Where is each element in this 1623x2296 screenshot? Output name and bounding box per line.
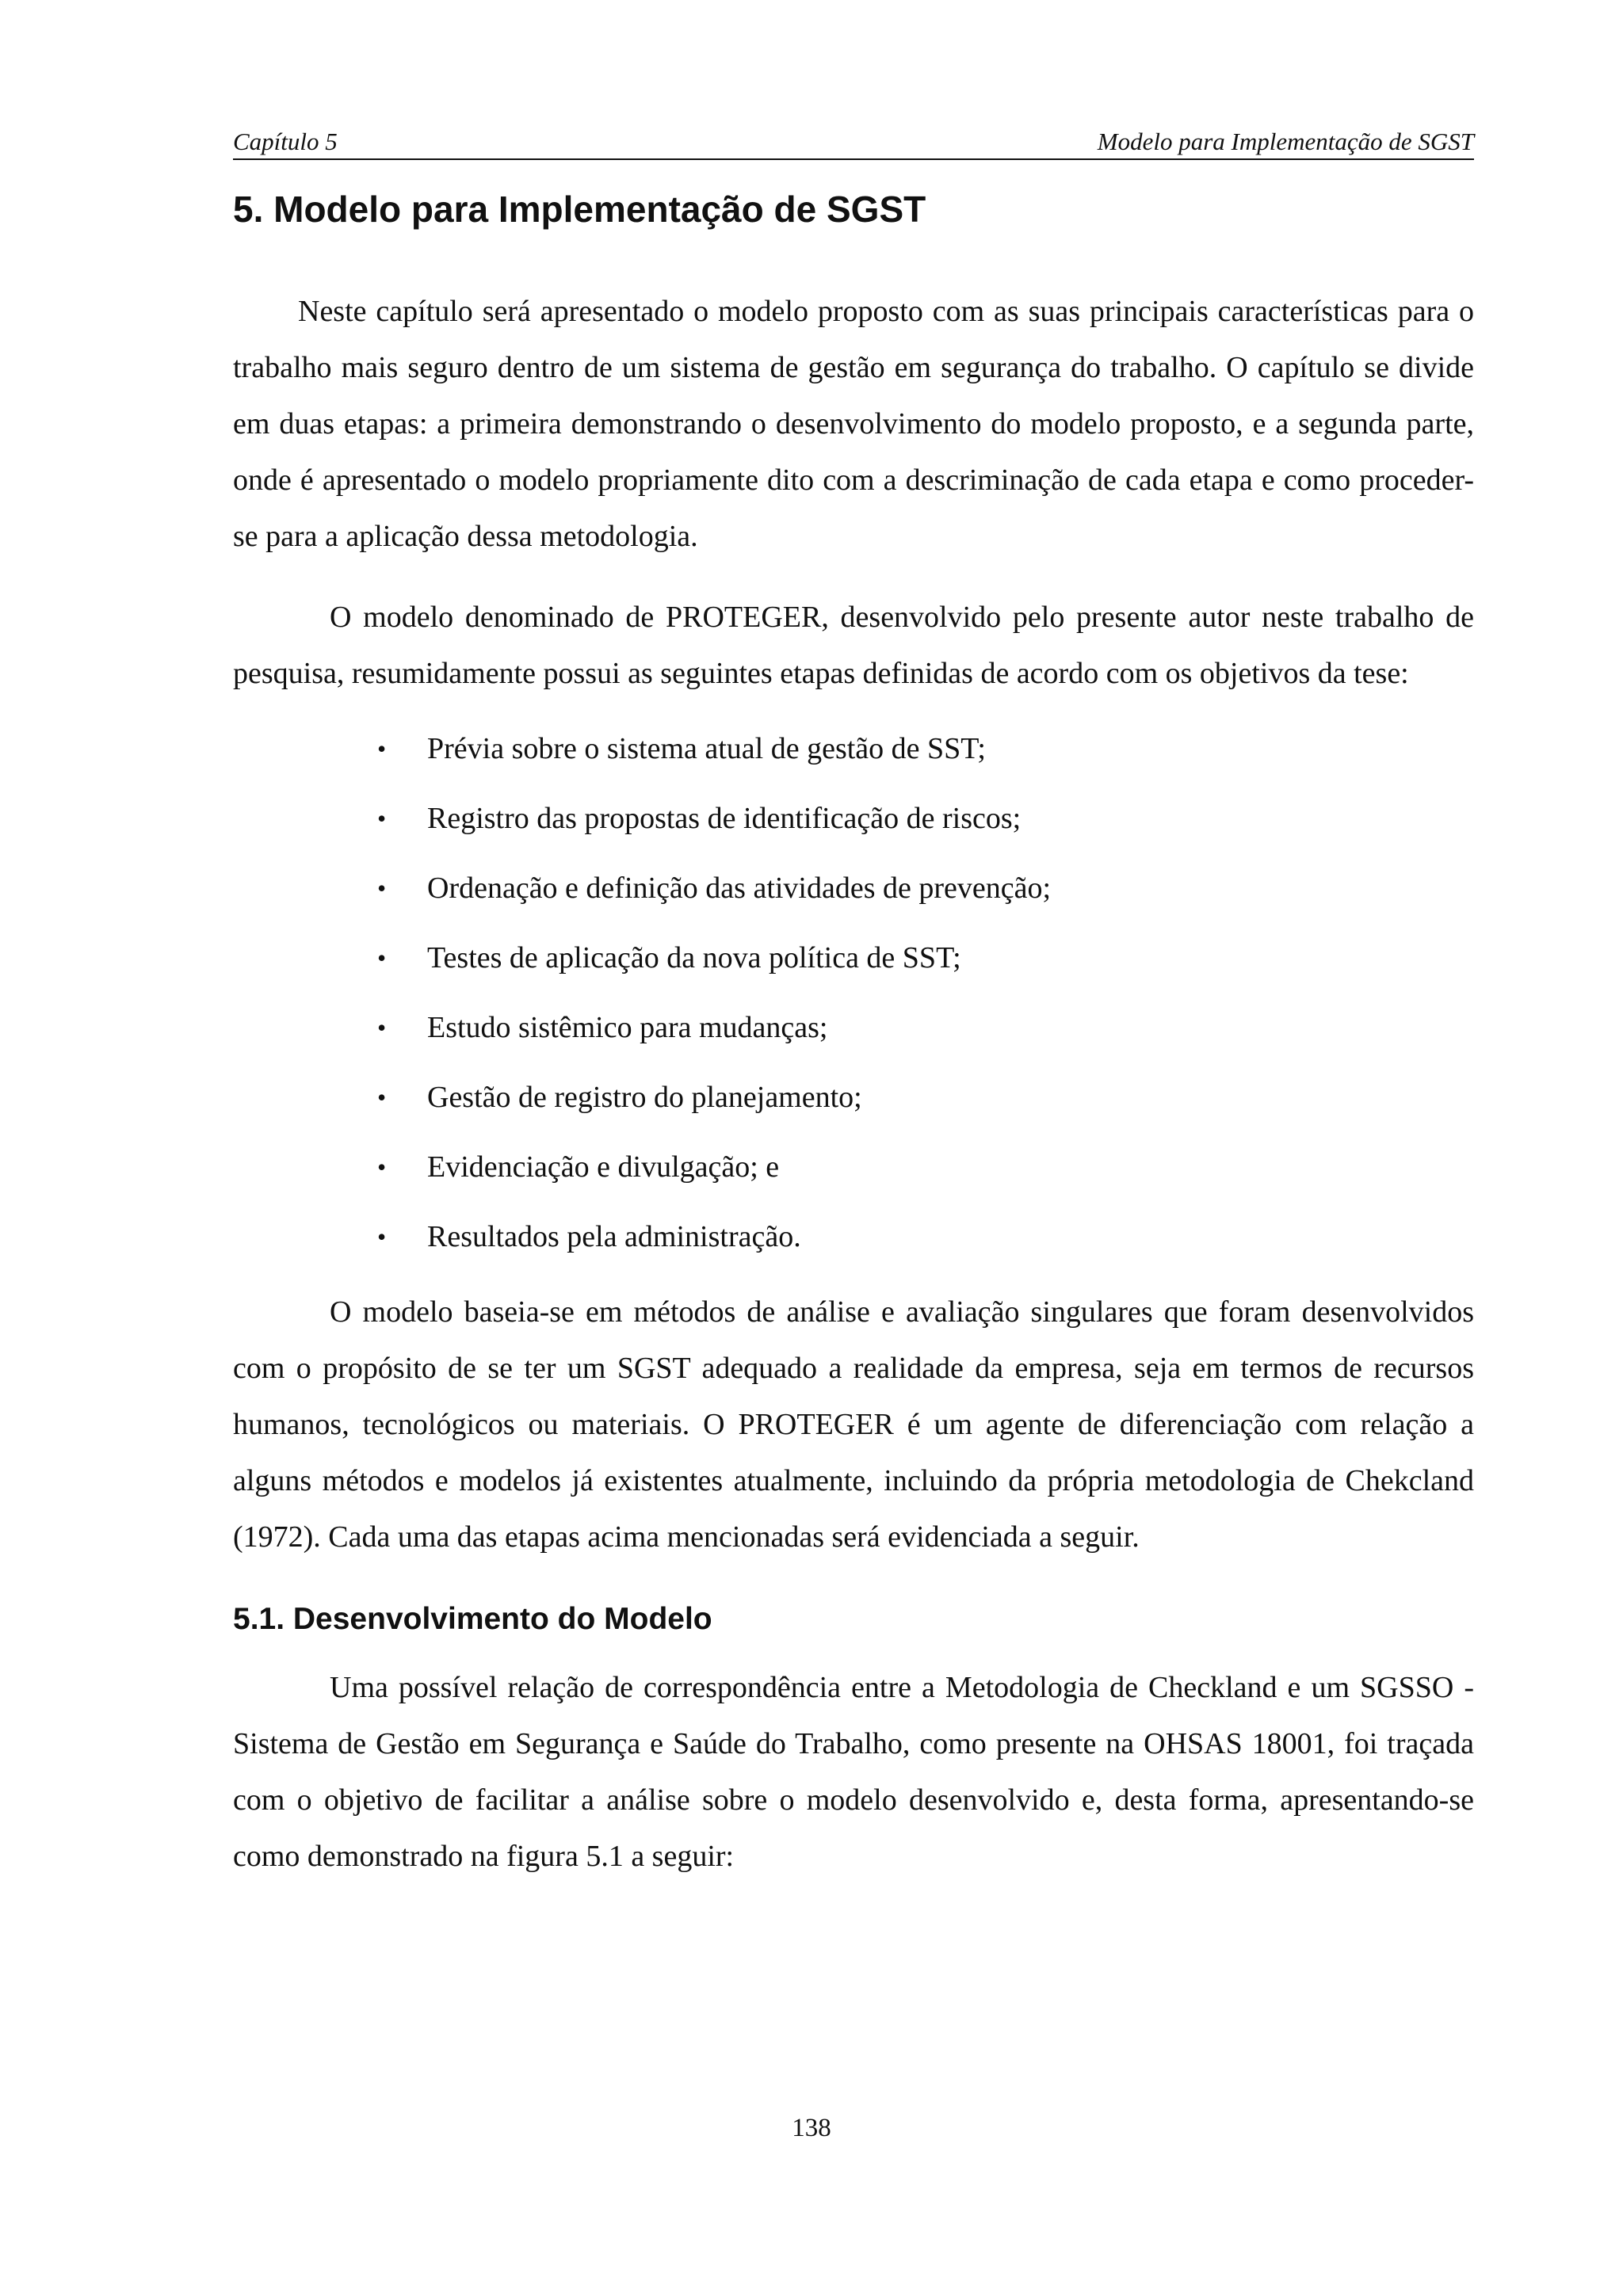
list-item-text: Gestão de registro do planejamento;: [427, 1081, 862, 1114]
bullet-icon: •: [377, 804, 387, 833]
page-number: 138: [792, 2114, 831, 2142]
list-item: [233, 1062, 1474, 1132]
header-chapter-label: Capítulo 5: [233, 128, 338, 155]
list-item-text: Prévia sobre o sistema atual de gestão de SST;: [427, 732, 986, 765]
list-item: [233, 923, 1474, 993]
bullet-icon: •: [377, 1083, 387, 1112]
model-basis-paragraph: O modelo baseia-se em métodos de análise e avaliação singulares que foram desenvolvidos com o propósito de se ter um SGST adequado a realidade da empresa, seja em termos de recursos humanos, tecnológicos ou materiais. O PROTEGER é um agente de diferenciação com relação a alguns métodos e modelos já existentes atualmente, incluindo da própria metodologia de Chekcland (1972). Cada uma das etapas acima mencionadas será evidenciada a seguir.: [233, 1295, 1474, 1554]
header-chapter-topic: Modelo para Implementação de SGST: [1097, 128, 1474, 155]
intro-paragraph: Neste capítulo será apresentado o modelo proposto com as suas principais características para o trabalho mais seguro dentro de um sistema de gestão em segurança do trabalho. O capítulo se divide em duas etapas: a primeira demonstrando o desenvolvimento do modelo proposto, e a segunda parte, onde é apresentado o modelo propriamente dito com a descriminação de cada etapa e como proceder-se para a aplicação dessa metodologia.: [233, 295, 1474, 553]
list-item-text: Testes de aplicação da nova política de SST;: [427, 941, 961, 974]
list-item: [233, 784, 1474, 853]
list-item-text: Ordenação e definição das atividades de prevenção;: [427, 871, 1052, 905]
list-item: [233, 1132, 1474, 1202]
bullet-icon: •: [377, 874, 387, 902]
list-item-text: Registro das propostas de identificação de riscos;: [427, 802, 1022, 835]
correspondence-paragraph: Uma possível relação de correspondência entre a Metodologia de Checkland e um SGSSO - Sistema de Gestão em Segurança e Saúde do Trabalho, como presente na OHSAS 18001, foi traçada com o objetivo de facilitar a análise sobre o modelo desenvolvido e, desta forma, apresentando-se como demonstrado na figura 5.1 a seguir:: [233, 1671, 1474, 1873]
list-item: [233, 993, 1474, 1062]
list-item: [233, 853, 1474, 923]
document-page: [233, 127, 1474, 1885]
chapter-title: 5. Modelo para Implementação de SGST: [233, 189, 926, 230]
model-summary-paragraph: O modelo denominado de PROTEGER, desenvolvido pelo presente autor neste trabalho de pesquisa, resumidamente possui as seguintes etapas definidas de acordo com os objetivos da tese:: [233, 601, 1474, 690]
list-item-text: Resultados pela administração.: [427, 1220, 801, 1253]
model-stages-list: [233, 714, 1474, 1272]
list-item: [233, 1202, 1474, 1272]
running-header: [233, 127, 1474, 160]
section-title: 5.1. Desenvolvimento do Modelo: [233, 1602, 712, 1636]
list-item-text: Evidenciação e divulgação; e: [427, 1150, 780, 1184]
bullet-icon: •: [377, 1153, 387, 1181]
bullet-icon: •: [377, 1013, 387, 1042]
bullet-icon: •: [377, 734, 387, 763]
list-item-text: Estudo sistêmico para mudanças;: [427, 1011, 828, 1044]
list-item: [233, 714, 1474, 784]
bullet-icon: •: [377, 1222, 387, 1251]
bullet-icon: •: [377, 944, 387, 972]
